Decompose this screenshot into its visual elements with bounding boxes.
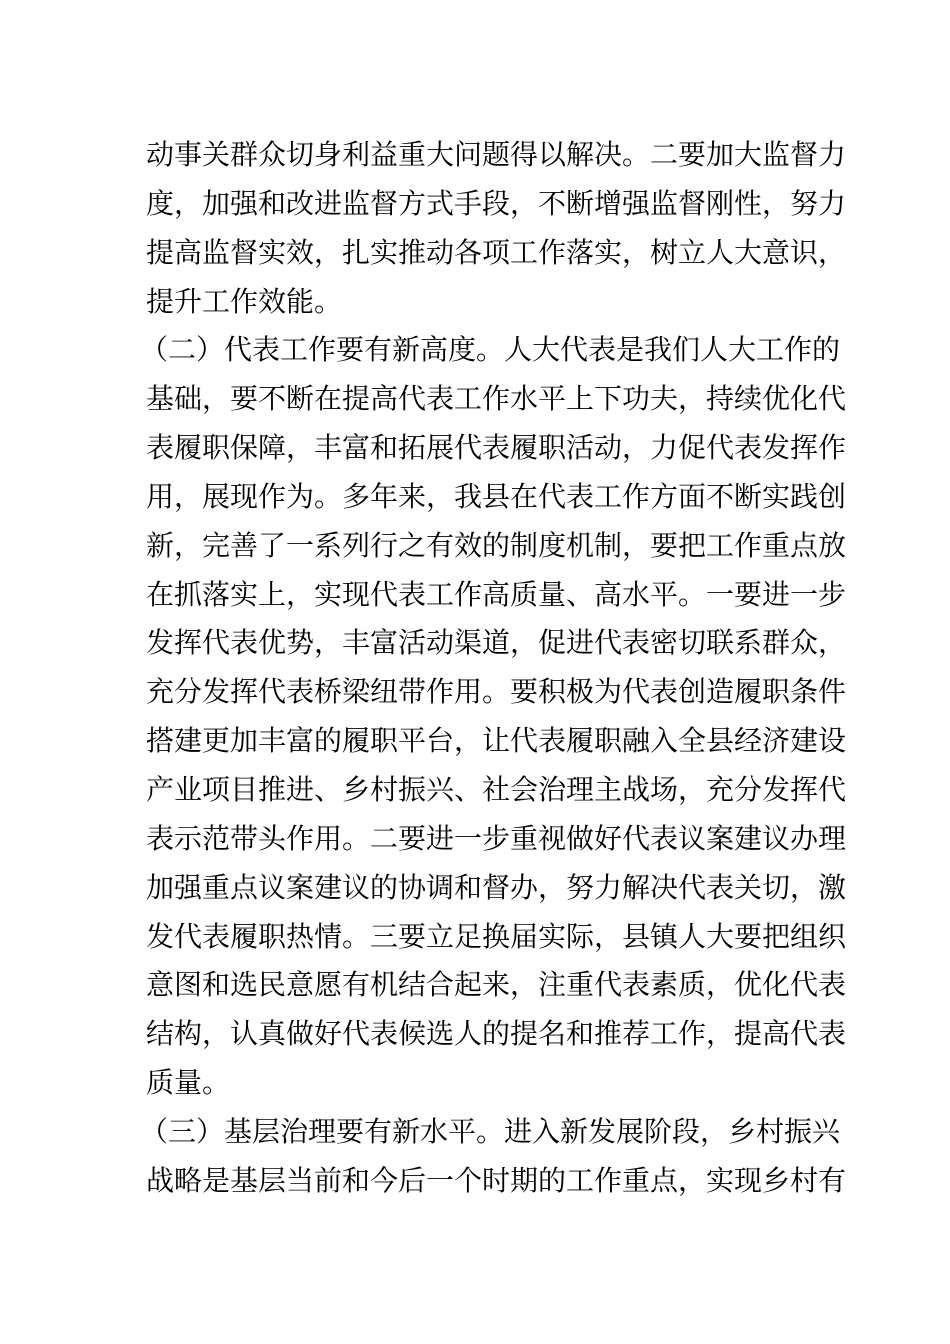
text-line: 提高监督实效，扎实推动各项工作落实，树立人大意识， [146, 235, 847, 269]
section-heading-line: （二）代表工作要有新高度。人大代表是我们人大工作的 [140, 333, 841, 367]
text-line: 基础，要不断在提高代表工作水平上下功夫，持续优化代 [146, 382, 847, 416]
text-line: 充分发挥代表桥梁纽带作用。要积极为代表创造履职条件 [146, 675, 847, 709]
text-line: 质量。 [146, 1066, 231, 1100]
text-line: 搭建更加丰富的履职平台，让代表履职融入全县经济建设 [146, 724, 847, 758]
text-line: 加强重点议案建议的协调和督办，努力解决代表关切，激 [146, 870, 847, 904]
text-line: 在抓落实上，实现代表工作高质量、高水平。一要进一步 [146, 577, 847, 611]
text-line: 意图和选民意愿有机结合起来，注重代表素质，优化代表 [146, 968, 847, 1002]
text-line: 发挥代表优势，丰富活动渠道，促进代表密切联系群众， [146, 626, 847, 660]
text-line: 新，完善了一系列行之有效的制度机制，要把工作重点放 [146, 528, 847, 562]
text-line: 度，加强和改进监督方式手段，不断增强监督刚性，努力 [146, 186, 847, 220]
text-line: 表履职保障，丰富和拓展代表履职活动，力促代表发挥作 [146, 431, 847, 465]
text-line: 结构，认真做好代表候选人的提名和推荐工作，提高代表 [146, 1017, 847, 1051]
text-line: 动事关群众切身利益重大问题得以解决。二要加大监督力 [146, 138, 847, 171]
section-heading-line: （三）基层治理要有新水平。进入新发展阶段，乡村振兴 [140, 1114, 841, 1148]
text-line: 战略是基层当前和今后一个时期的工作重点，实现乡村有 [146, 1163, 847, 1197]
text-line: 用，展现作为。多年来，我县在代表工作方面不断实践创 [146, 479, 847, 513]
document-body [140, 131, 847, 1206]
text-line: 产业项目推进、乡村振兴、社会治理主战场，充分发挥代 [146, 772, 847, 806]
text-line: 提升工作效能。 [146, 284, 343, 318]
text-line: 发代表履职热情。三要立足换届实际，县镇人大要把组织 [146, 919, 847, 953]
text-line: 表示范带头作用。二要进一步重视做好代表议案建议办理 [146, 821, 847, 855]
